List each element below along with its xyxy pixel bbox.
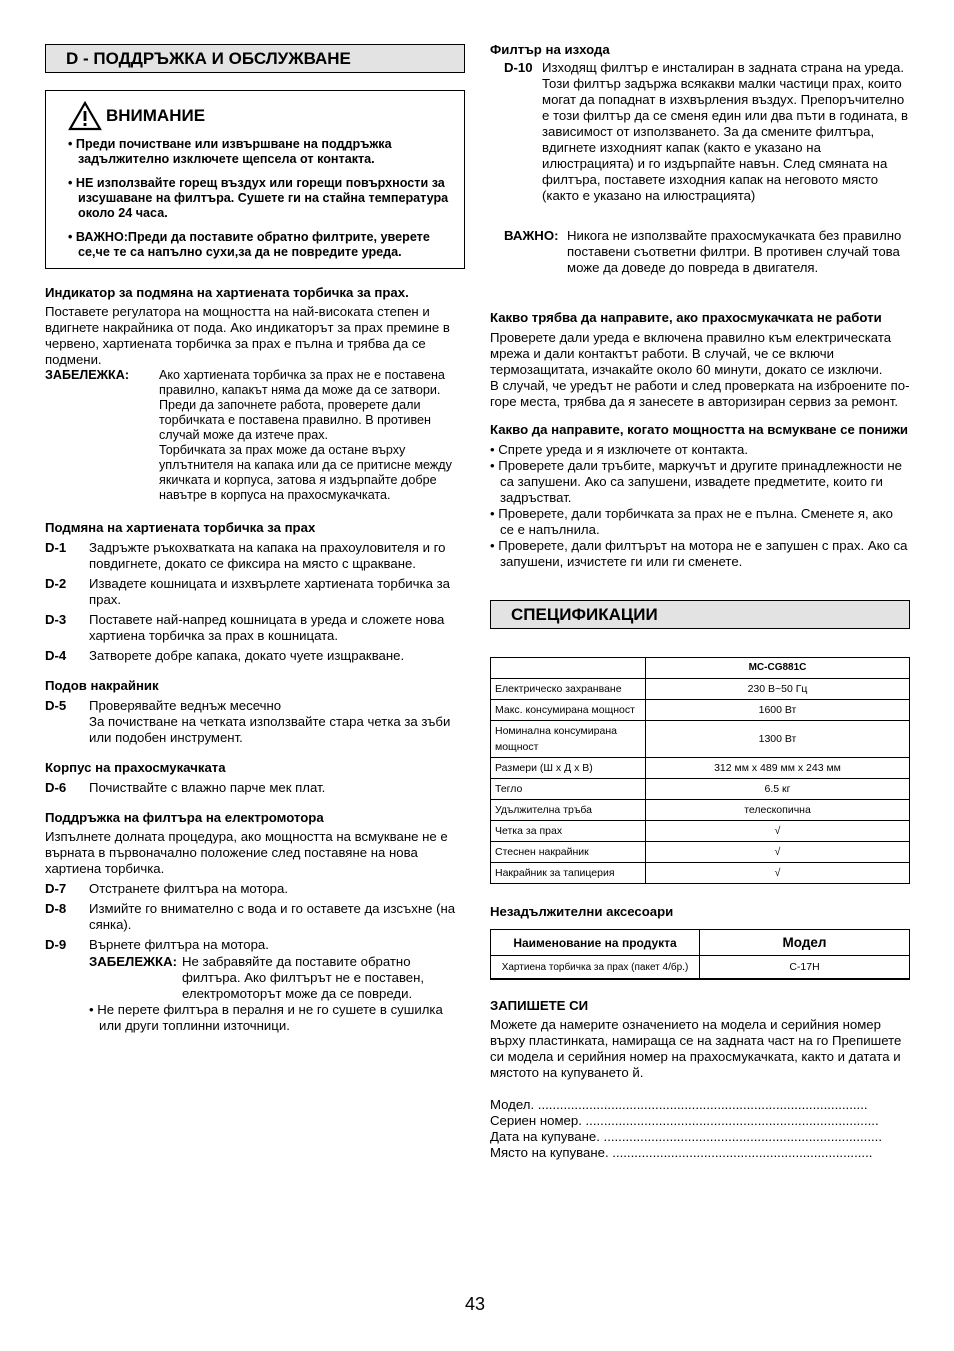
step-d1: D-1 Задръжте ръкохватката на капака на прахоуловителя и го повдигнете, докато се фиксира на място с щракване.	[45, 540, 446, 571]
step-d8: D-8 Измийте го внимателно с вода и го оставете да изсъхне (на сянка).	[45, 901, 456, 932]
step-d2: D-2 Извадете кошницата и изхвърлете хартиената торбичка за прах.	[45, 576, 450, 607]
table-row: Размери (Ш x Д x В) 312 мм x 489 мм x 243 мм	[491, 758, 910, 779]
warning-triangle-icon	[68, 101, 102, 131]
table-row: Накрайник за тапицерия √	[491, 863, 910, 884]
left-column	[45, 44, 465, 1034]
d9-note: ЗАБЕЛЕЖКА: Не забравяйте да поставите обратно филтъра. Ако филтърът не е поставен, електромоторът може да се повреди.	[89, 954, 425, 1001]
notwork-heading: Какво трябва да направите, ако прахосмукачката не работи	[490, 310, 882, 325]
record-line-model: Модел. ..........................................................................................	[490, 1097, 868, 1112]
record-line-date: Дата на купуване. ............................................................................	[490, 1129, 882, 1144]
step-d10: D-10 Изходящ филтър е инсталиран в задната страна на уреда. Този филтър задържа всякакви малки частици прах, които могат да попаднат в изхвърления въздух. Препоръчително е този филтър да се сменя един или два пъти в годината, в зависимост от използването. За да смените филтъра, вдигнете изходният капак (както е указано на илюстрацията) и го издърпайте навън. След смяната на филтъра, поставете изходния капак на неговото място (както е указано на илюстрацията)	[504, 60, 909, 203]
record-line-serial: Сериен номер. ................................................................................	[490, 1113, 879, 1128]
note-label: ЗАБЕЛЕЖКА:	[45, 368, 130, 382]
note-text: Ако хартиената торбичка за прах не е поставена правилно, капакът няма да може да се затвори. Преди да започнете работа, проверете дали торбичката е поставена правилно. В противен случай може да изтече прах.	[159, 368, 445, 442]
table-row	[491, 658, 910, 679]
table-row: Хартиена торбичка за прах (пакет 4/бр.) C-17H	[491, 956, 910, 980]
step-d7: D-7 Отстранете филтъра на мотора.	[45, 881, 288, 896]
warning-box	[45, 90, 465, 269]
suction-bullet: • Проверете дали тръбите, маркучът и другите принадлежности не са запушени. Ако са запушени, извадете предметите, които ги задръстват.	[490, 458, 902, 505]
suction-bullet: • Проверете, дали филтърът на мотора не е запушен с прах. Ако са запушени, изчистете ги или ги сменете.	[490, 538, 908, 569]
notwork-text: В случай, че уредът не работи и след проверката на изброените по-горе места, трябва да я занесете в авторизиран сервиз за ремонт.	[490, 378, 910, 409]
d9-bullet: • Не перете филтъра в пералня и не го сушете в сушилка или други топлинни източници.	[89, 1002, 443, 1033]
step-d5: D-5 Проверявайте веднъж месечно За почистване на четката използвайте стара четка за зъби или подобен инструмент.	[45, 698, 451, 745]
record-line-place: Място на купуване. .......................................................................	[490, 1145, 873, 1160]
warning-title	[68, 101, 450, 131]
suction-bullet: • Спрете уреда и я изключете от контакта.	[490, 442, 749, 457]
accessories-table	[490, 929, 910, 980]
record-text: Можете да намерите означението на модела и серийния номер върху пластинката, намираща се на задната част на го Препишете си модела и серийния номер на прахосмукачката, както и датата и мястото на купуването й.	[490, 1017, 902, 1080]
table-row: Макс. консумирана мощност 1600 Вт	[491, 700, 910, 721]
bag-heading: Подмяна на хартиената торбичка за прах	[45, 520, 316, 535]
indicator-text: Поставете регулатора на мощността на най-високата степен и вдигнете накрайника от пода. Ако индикаторът за прах премине в червено, хартиената торбичка за прах е пълна и трябва да се подмени.	[45, 304, 450, 367]
record-heading: ЗАПИШЕТЕ СИ	[490, 998, 589, 1013]
note-text: Торбичката за прах може да остане върху уплътнителя на капака или да се притисне между якичката и корпуса, затова я издърпайте добре навътре в корпуса на прахосмукачката.	[159, 443, 452, 502]
suction-bullet: • Проверете, дали торбичката за прах не е пълна. Сменете я, ако се е напълнила.	[490, 506, 893, 537]
warning-item: • НЕ използвайте горещ въздух или горещи повърхности за изсушаване на филтъра. Сушете ги на стайна температура около 24 часа.	[68, 176, 449, 220]
section-title-specs: СПЕЦИФИКАЦИИ	[490, 600, 910, 629]
table-row: Четка за прах √	[491, 821, 910, 842]
table-row: Номинална консумирана мощност 1300 Вт	[491, 721, 910, 758]
warning-item: • ВАЖНО:Преди да поставите обратно филтрите, уверете се,че те са напълно сухи,за да не повредите уреда.	[68, 230, 430, 259]
accessories-heading: Незадължителни аксесоари	[490, 904, 674, 919]
outlet-heading: Филтър на изхода	[490, 42, 610, 57]
table-row: Наименование на продукта Модел	[491, 930, 910, 956]
table-row: Стеснен накрайник √	[491, 842, 910, 863]
table-row: Електрическо захранване 230 В~50 Гц	[491, 679, 910, 700]
floor-heading: Подов накрайник	[45, 678, 159, 693]
section-title-maintenance: D - ПОДДРЪЖКА И ОБСЛУЖВАНЕ	[45, 44, 465, 73]
suction-heading: Какво да направите, когато мощността на всмукване се понижи	[490, 422, 909, 437]
step-d6: D-6 Почиствайте с влажно парче мек плат.	[45, 780, 326, 795]
important-note: ВАЖНО: Никога не използвайте прахосмукачката без правилно поставени съответни филтри. В противен случай това може да доведе до повреда в двигателя.	[504, 228, 902, 275]
page-number: 43	[465, 1294, 486, 1314]
motor-heading: Поддръжка на филтъра на електромотора	[45, 810, 324, 825]
table-row: Тегло 6.5 кг	[491, 779, 910, 800]
step-d3: D-3 Поставете най-напред кошницата в уреда и сложете нова хартиена торбичка за прах в кошницата.	[45, 612, 445, 643]
indicator-note	[45, 368, 465, 503]
notwork-text: Проверете дали уреда е включена правилно към електрическата мрежа и дали контактът работи. В случай, че се включи термозащитата, изчакайте около 60 минути, докато се изключи.	[490, 330, 892, 377]
step-d4: D-4 Затворете добре капака, докато чуете изщракване.	[45, 648, 405, 663]
motor-text: Изпълнете долната процедура, ако мощността на всмукване не е върната в първоначално положение след поставяне на нова хартиена торбичка.	[45, 829, 448, 876]
warning-title-text: ВНИМАНИЕ	[106, 106, 206, 125]
right-column	[490, 42, 910, 1161]
warning-item: • Преди почистване или извършване на поддръжка задължително изключете щепсела от контакта.	[68, 137, 392, 166]
step-d9: D-9 Върнете филтъра на мотора. ЗАБЕЛЕЖКА: Не забравяйте да поставите обратно филтъра. Ако филтърът не е поставен, електромоторът може да се повреди. • Не перете филтъра в пералня и не го сушете в сушилка или други топлинни източници.	[45, 937, 465, 1034]
spec-model-header: MC-CG881C	[646, 658, 910, 679]
table-row: Удължителна тръба телескопична	[491, 800, 910, 821]
body-heading: Корпус на прахосмукачката	[45, 760, 226, 775]
spec-table	[490, 657, 910, 884]
indicator-heading: Индикатор за подмяна на хартиената торбичка за прах.	[45, 285, 409, 300]
